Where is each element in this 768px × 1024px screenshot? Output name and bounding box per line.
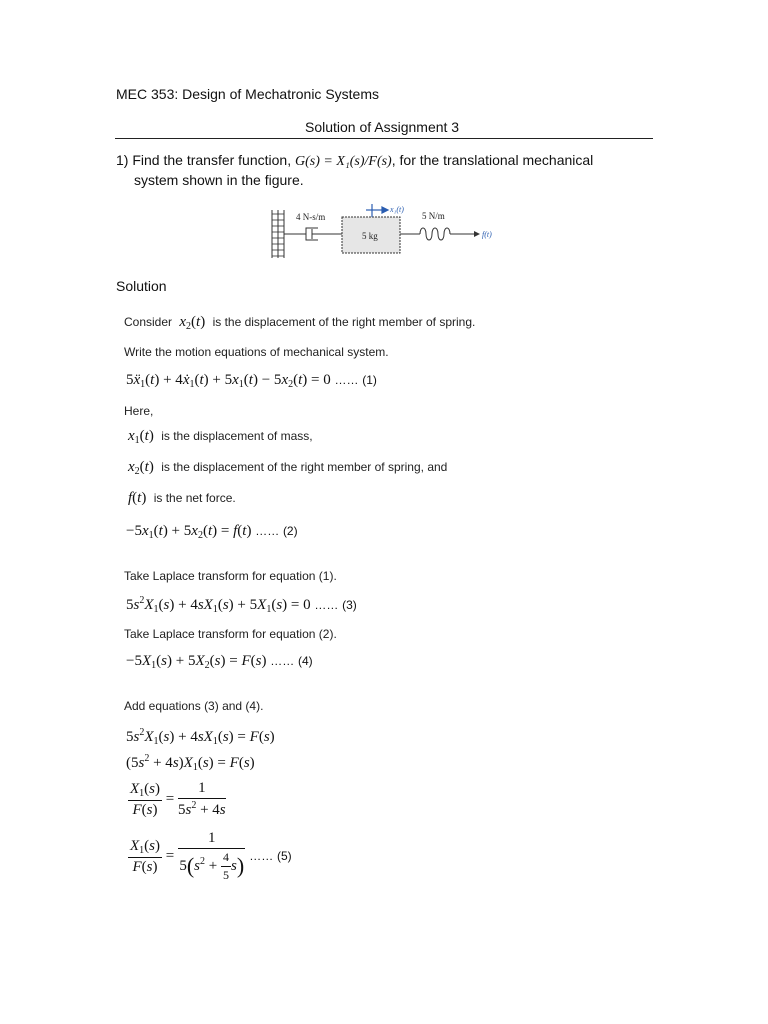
eq5-rhs-fraction: 1 $5(s^2$ + $\frac{4}{5}$ s) [179, 830, 245, 882]
f-symbol: f(t) [128, 490, 147, 506]
transfer-function-formula: G(s) = X₁(s)/F(s) [294, 154, 392, 169]
solution-heading: Solution [116, 278, 167, 294]
eq5-lhs-fraction: $\frac{X_1(s)}{F(s)}$ [130, 837, 161, 875]
question-number: 1) [116, 152, 129, 168]
eq3-dots: …… [314, 598, 339, 612]
eq5-tag: (5) [276, 848, 292, 863]
x2-symbol: $x_2(t)$ [179, 314, 206, 332]
transfer-function-eq: $\frac{X_1(s)}{F(s)}$ = $\frac{1}{5s^2 + 4s}$ [130, 780, 226, 818]
spring [400, 228, 474, 240]
question-1 [116, 150, 656, 172]
question-text-before: Find the transfer function, [132, 152, 295, 168]
laplace-1-text: Take Laplace transform for equation (1). [124, 569, 337, 583]
wall [272, 210, 284, 258]
combined-eq-b: $(5s^2 + 4s)X_1(s) = F(s)$ [126, 753, 255, 773]
force-label: f(t) [482, 230, 492, 239]
tf-rhs-fraction: $\frac{1}{5s^2 + 4s}$ [177, 780, 226, 818]
eq4-tag: (4) [297, 654, 313, 668]
header-divider [115, 138, 653, 139]
eq5-dots: …… [249, 848, 274, 863]
mass-label: 5 kg [362, 231, 378, 241]
question-text-after: , for the translational mechanical [391, 152, 594, 168]
eq3-tag: (3) [342, 598, 357, 612]
equation-2: $-5x_1(t) + 5x_2(t) = f(t)$ …… (2) [126, 523, 298, 541]
assignment-subtitle: Solution of Assignment 3 [305, 119, 460, 135]
eq2-dots: …… [255, 524, 280, 538]
combined-eq-a: $5s^2X_1(s) + 4sX_1(s) = F(s)$ [126, 727, 275, 747]
eq1-tag: (1) [362, 373, 377, 387]
here-text: Here, [124, 404, 154, 418]
tf-lhs-fraction: $\frac{X_1(s)}{F(s)}$ [130, 780, 161, 818]
def-x1-text: is the displacement of mass, [161, 429, 313, 443]
eq2-tag: (2) [282, 524, 298, 538]
eq4-dots: …… [270, 654, 295, 668]
def-x1 [128, 428, 313, 446]
write-motion-text: Write the motion equations of mechanical system. [124, 345, 389, 359]
equation-4: $-5X_1(s) + 5X_2(s) = F(s)$ …… (4) [126, 653, 313, 671]
x1-symbol: $x_1(t)$ [128, 428, 154, 446]
question-line-2: system shown in the figure. [134, 172, 304, 188]
x2-def-symbol: $x_2(t)$ [128, 459, 154, 477]
course-title: MEC 353: Design of Mechatronic Systems [116, 86, 379, 102]
def-f-text: is the net force. [153, 491, 236, 505]
damper [284, 228, 342, 240]
equation-1: $5ẍ_1(t)$ + $4ẋ_1(t) + 5x_1(t) - 5x_2(t) = 0$ …… (1) [126, 372, 377, 390]
displacement-arrow [366, 204, 388, 217]
eq1-dots: …… [334, 373, 359, 387]
laplace-2-text: Take Laplace transform for equation (2). [124, 627, 337, 641]
def-f [128, 490, 236, 507]
consider-prefix: Consider [124, 315, 173, 329]
force-arrow-icon [474, 231, 480, 237]
damper-label: 4 N-s/m [296, 212, 326, 222]
equation-5: $\frac{X_1(s)}{F(s)}$ = 1 $5(s^2$ + $\frac{4}{5}$ s) …… (5) [130, 830, 292, 882]
consider-line [124, 313, 475, 336]
add-equations-text: Add equations (3) and (4). [124, 699, 264, 713]
consider-suffix: is the displacement of the right member of spring. [212, 315, 476, 329]
def-x2 [128, 459, 447, 477]
displacement-label: x₁(t) [390, 205, 404, 214]
mechanical-system-figure [268, 200, 508, 262]
equation-3: $5s^2X_1(s) + 4sX_1(s) + 5X_1(s) = 0$ …… (3) [126, 595, 357, 615]
def-x2-text: is the displacement of the right member of spring, and [161, 460, 448, 474]
spring-label: 5 N/m [422, 211, 445, 221]
